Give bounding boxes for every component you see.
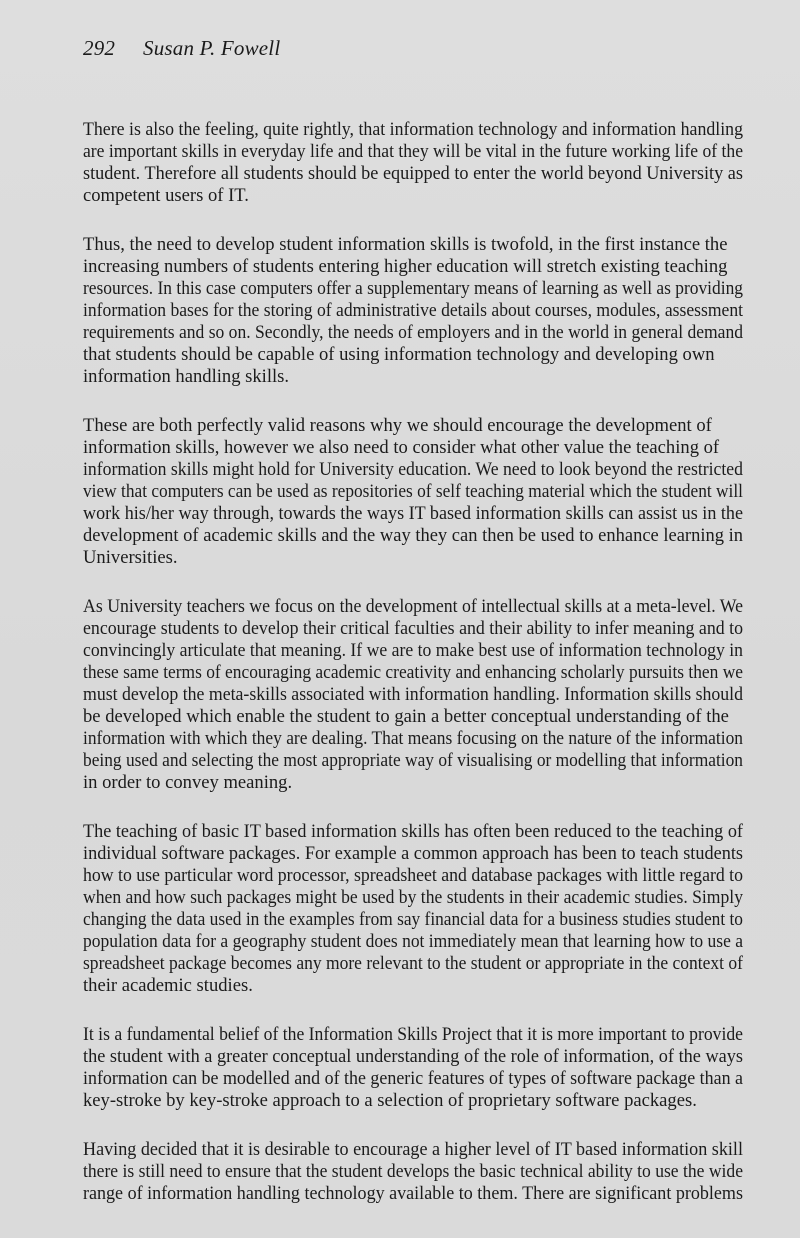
text-line: information bases for the storing of administrative details about courses, modules, assessment — [83, 300, 743, 321]
text-line: must develop the meta-skills associated with information handling. Information skills should — [83, 684, 743, 705]
text-line: These are both perfectly valid reasons why we should encourage the development of — [83, 415, 712, 436]
running-head — [83, 36, 280, 61]
text-line: information handling skills. — [83, 366, 290, 387]
text-line: are important skills in everyday life and that they will be vital in the future working life of the — [83, 141, 743, 162]
paragraph — [83, 234, 743, 388]
text-line: these same terms of encouraging academic creativity and enhancing scholarly pursuits then we — [83, 662, 743, 683]
text-line: information skills, however we also need to consider what other value the teaching of — [83, 437, 720, 458]
text-line: being used and selecting the most appropriate way of visualising or modelling that information — [83, 750, 743, 771]
text-line: work his/her way through, towards the ways IT based information skills can assist us in the — [83, 503, 743, 524]
text-line: encourage students to develop their critical faculties and their ability to infer meaning and to — [83, 618, 743, 639]
running-head-author: Susan P. Fowell — [143, 36, 281, 60]
text-line: increasing numbers of students entering higher education will stretch existing teaching — [83, 256, 728, 277]
paragraph — [83, 119, 743, 207]
text-line: The teaching of basic IT based information skills has often been reduced to the teaching of — [83, 821, 743, 842]
text-line: their academic studies. — [83, 975, 253, 996]
text-line: information can be modelled and of the generic features of types of software package than a — [83, 1068, 743, 1089]
text-line: Thus, the need to develop student information skills is twofold, in the first instance the — [83, 234, 728, 255]
text-line: requirements and so on. Secondly, the needs of employers and in the world in general demand — [83, 322, 743, 343]
text-line: There is also the feeling, quite rightly, that information technology and information handling — [83, 119, 743, 140]
paragraph — [83, 1139, 743, 1205]
text-line: key-stroke by key-stroke approach to a selection of proprietary software packages. — [83, 1090, 697, 1111]
text-line: student. Therefore all students should be equipped to enter the world beyond University as — [83, 163, 743, 184]
text-line: in order to convey meaning. — [83, 772, 293, 793]
text-line: Universities. — [83, 547, 178, 568]
text-line: individual software packages. For example a common approach has been to teach students — [83, 843, 743, 864]
text-line: resources. In this case computers offer a supplementary means of learning as well as providing — [83, 278, 743, 299]
text-line: how to use particular word processor, spreadsheet and database packages with little regard to — [83, 865, 743, 886]
paragraph — [83, 596, 743, 794]
paragraph — [83, 1024, 743, 1112]
text-line: Having decided that it is desirable to encourage a higher level of IT based information skill — [83, 1139, 743, 1160]
text-line: changing the data used in the examples from say financial data for a business studies student to — [83, 909, 743, 930]
text-line: when and how such packages might be used by the students in their academic studies. Simply — [83, 887, 743, 908]
paragraph — [83, 821, 743, 997]
text-line: development of academic skills and the way they can then be used to enhance learning in — [83, 525, 743, 546]
text-line: As University teachers we focus on the development of intellectual skills at a meta-level. We — [83, 596, 743, 617]
text-line: be developed which enable the student to gain a better conceptual understanding of the — [83, 706, 729, 727]
text-line: It is a fundamental belief of the Information Skills Project that it is more important to provide — [83, 1024, 743, 1045]
text-line: competent users of IT. — [83, 185, 249, 206]
text-line: population data for a geography student does not immediately mean that learning how to use a — [83, 931, 743, 952]
text-line: spreadsheet package becomes any more relevant to the student or appropriate in the context of — [83, 953, 743, 974]
text-line: range of information handling technology available to them. There are significant problems — [83, 1183, 743, 1204]
text-line: information skills might hold for University education. We need to look beyond the restricted — [83, 459, 743, 480]
page-number: 292 — [83, 36, 116, 60]
text-line: convincingly articulate that meaning. If we are to make best use of information technology in — [83, 640, 743, 661]
body-text — [83, 119, 743, 1232]
text-line: there is still need to ensure that the student develops the basic technical ability to use the wide — [83, 1161, 743, 1182]
text-line: information with which they are dealing. That means focusing on the nature of the information — [83, 728, 743, 749]
text-line: the student with a greater conceptual understanding of the role of information, of the ways — [83, 1046, 743, 1067]
text-line: view that computers can be used as repositories of self teaching material which the student will — [83, 481, 743, 502]
text-line: that students should be capable of using information technology and developing own — [83, 344, 715, 365]
paragraph — [83, 415, 743, 569]
